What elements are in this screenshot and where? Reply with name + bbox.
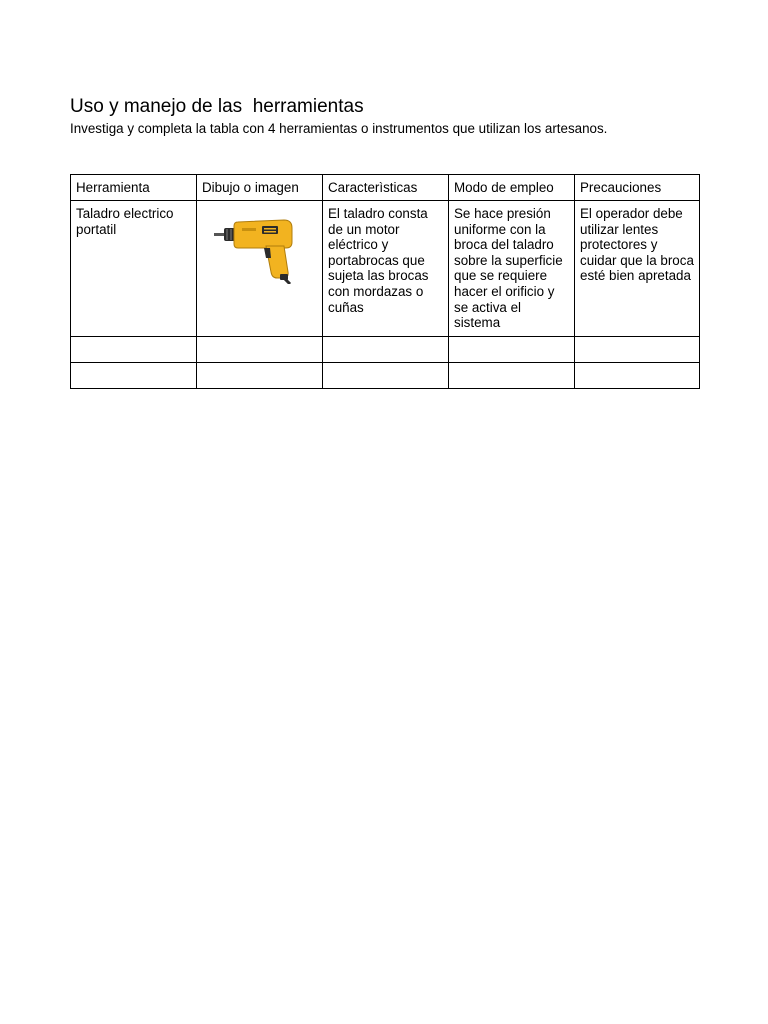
cell-modo-empleo [449, 337, 575, 363]
cell-herramienta: Taladro electrico portatil [71, 201, 197, 337]
document-instructions: Investiga y completa la tabla con 4 herramientas o instrumentos que utilizan los artesanos. [70, 121, 608, 136]
cell-herramienta [71, 337, 197, 363]
table-row [71, 363, 700, 389]
cell-modo-empleo [449, 363, 575, 389]
cell-precauciones [575, 363, 700, 389]
cell-precauciones [575, 337, 700, 363]
power-drill-icon [214, 216, 306, 284]
tools-table [70, 174, 700, 389]
header-caracteristicas: Caracterìsticas [323, 175, 449, 201]
cell-caracteristicas: El taladro consta de un motor eléctrico y portabrocas que sujeta las brocas con mordazas o cuñas [323, 201, 449, 337]
cell-modo-empleo: Se hace presión uniforme con la broca del taladro sobre la superficie que se requiere hacer el orificio y se activa el sistema [449, 201, 575, 337]
cell-precauciones: El operador debe utilizar lentes protectores y cuidar que la broca esté bien apretada [575, 201, 700, 337]
cell-caracteristicas [323, 363, 449, 389]
cell-imagen [197, 201, 323, 337]
table-row [71, 337, 700, 363]
cell-caracteristicas [323, 337, 449, 363]
header-dibujo: Dibujo o imagen [197, 175, 323, 201]
header-herramienta: Herramienta [71, 175, 197, 201]
header-modo-empleo: Modo de empleo [449, 175, 575, 201]
table-row [71, 201, 700, 337]
header-precauciones: Precauciones [575, 175, 700, 201]
cell-imagen [197, 363, 323, 389]
cell-herramienta [71, 363, 197, 389]
cell-imagen [197, 337, 323, 363]
document-title: Uso y manejo de las herramientas [70, 96, 364, 117]
table-header-row [71, 175, 700, 201]
